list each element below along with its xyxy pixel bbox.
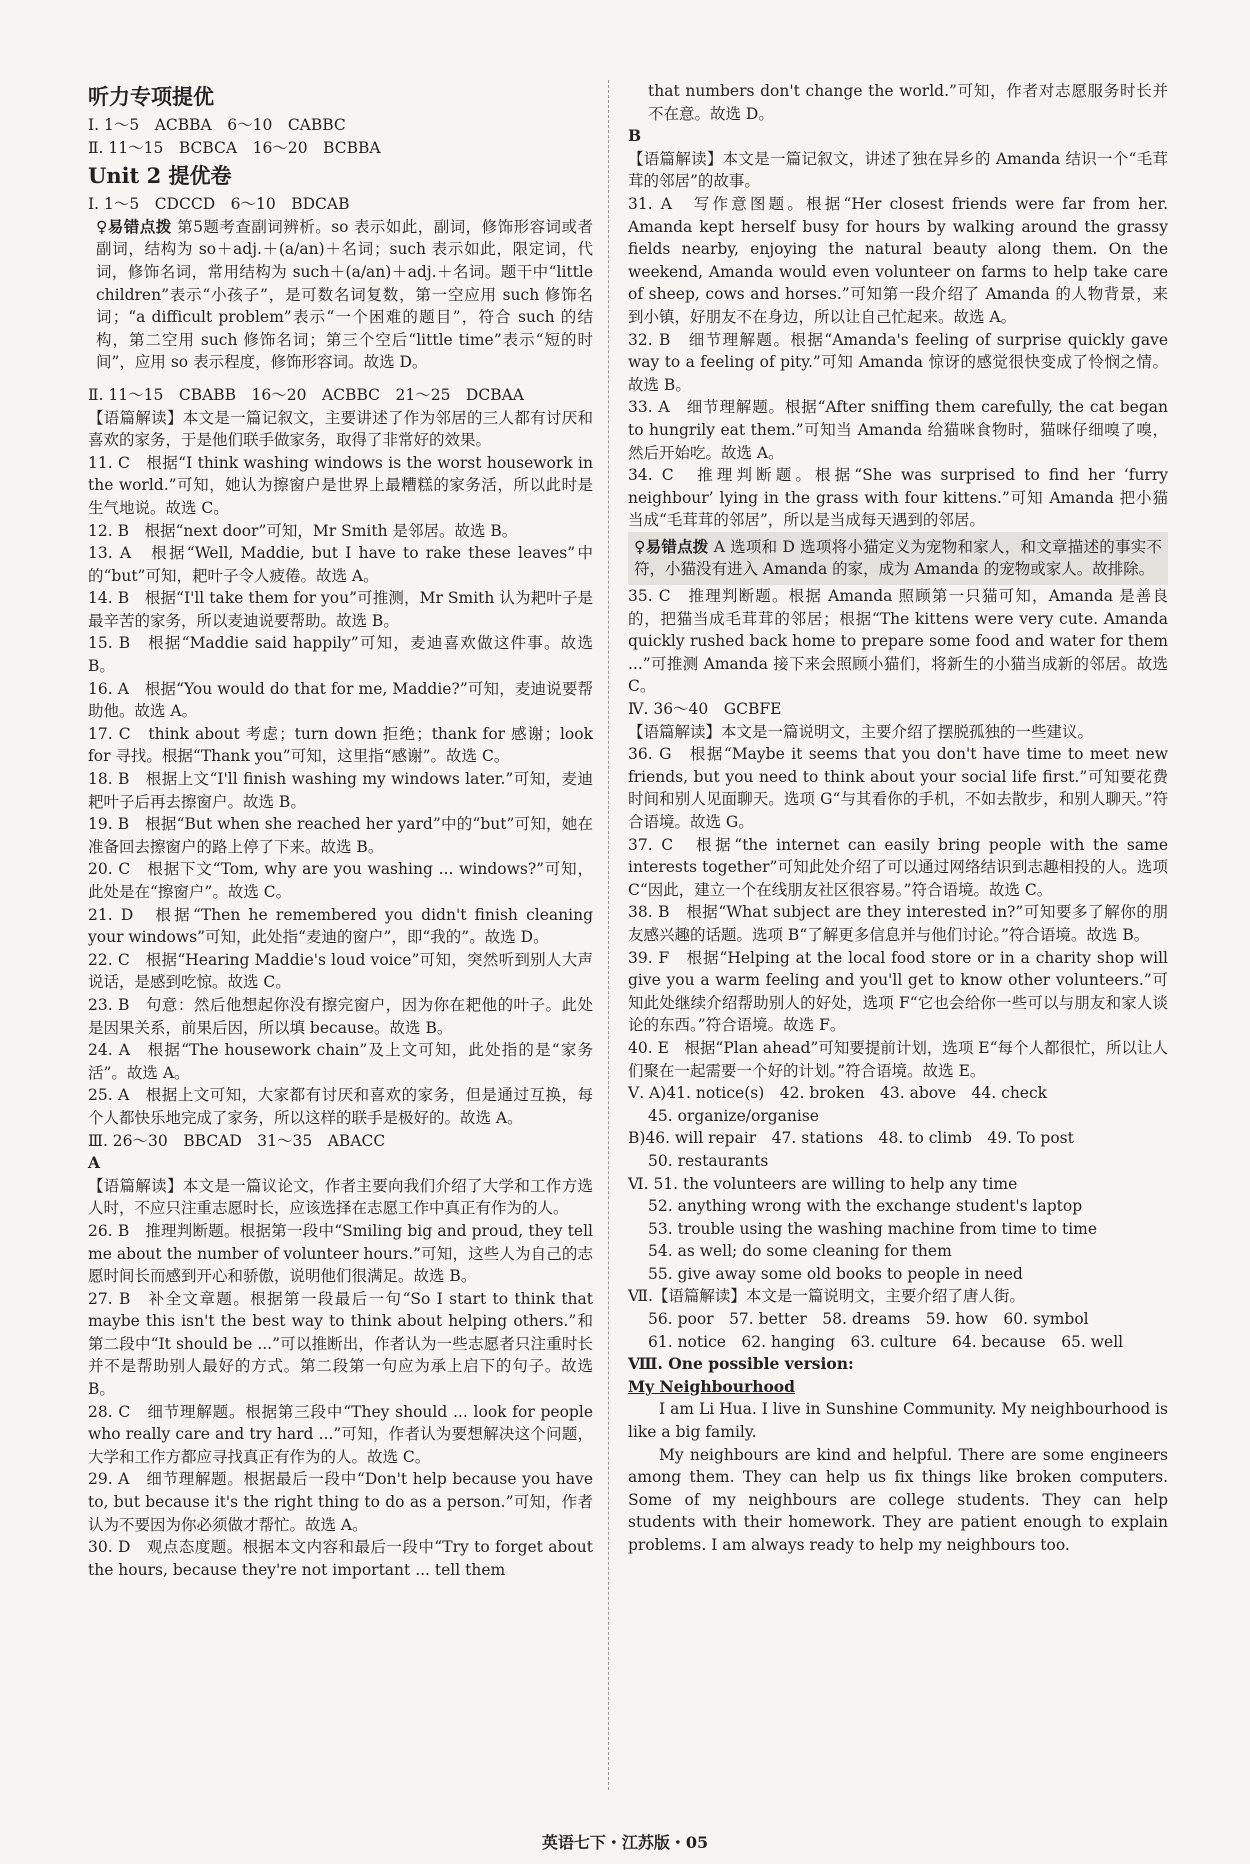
left-column (88, 80, 593, 1581)
explanation-item: 18. B 根据上文“I'll finish washing my windows later.”可知，麦迪耙叶子后再去擦窗户。故选 B。 (88, 770, 593, 811)
explanation-item: 24. A 根据“The housework chain”及上文可知，此处指的是“家务活”。故选 A。 (88, 1041, 593, 1082)
explanation-item: 40. E 根据“Plan ahead”可知要提前计划，选项 E“每个人都很忙，所以让人们聚在一起需要一个好的计划。”符合语境。故选 E。 (628, 1038, 1169, 1080)
explanation-item: 28. C 细节理解题。根据第三段中“They should ... look for people who really care and try hard ...”可知，作者认为要想解决这个问题，大学和工作方都应寻找真正有作为的人。故选 C。 (88, 1402, 593, 1466)
answer-line: Ⅳ. 36～40 GCBFE (628, 700, 782, 719)
explanation-item: 26. B 推理判断题。根据第一段中“Smiling big and proud, they tell me about the number of volunteer hours.”可知，这些人为自己的志愿时间长而感到开心和骄傲，说明他们很满足。故选 B。 (88, 1221, 593, 1286)
explanation-item: 12. B 根据“next door”可知，Mr Smith 是邻居。故选 B。 (88, 521, 518, 540)
explanation-item: 52. anything wrong with the exchange student's laptop (648, 1197, 1083, 1216)
explanation-item: 16. A 根据“You would do that for me, Maddie?”可知，麦迪说要帮助他。故选 A。 (88, 679, 593, 721)
answer-line: 50. restaurants (648, 1151, 769, 1170)
sample-essay (628, 1376, 1168, 1557)
answer-line: Ⅱ. 11～15 BCBCA 16～20 BCBBA (88, 138, 381, 157)
explanation-item: 27. B 补全文章题。根据第一段最后一句“So I start to think that maybe this isn't the best way to think about helping others.”和第二段中“It should be ...”可以推断出，作者认为一些志愿者只注重时长并不是帮助别人最好的方式。第二段第一句应为承上启下的句子。故选 B。 (88, 1289, 593, 1399)
answer-line: 56. poor 57. better 58. dreams 59. how 60. symbol (648, 1310, 1089, 1329)
explanation-item: 35. C 推理判断题。根据 Amanda 照顾第一只猫可知，Amanda 是善良的，把猫当成毛茸茸的邻居；根据“The kittens were very cute. Amanda quickly rushed back home to prepare some food and water for them ...”可推测 Amanda 接下来会照顾小猫们，将新生的小猫当成新的邻居。故选 C。 (628, 587, 1168, 696)
error-tip (628, 532, 1168, 585)
explanation-item: 37. C 根据“the internet can easily bring people with the same interests together”可知此处介绍了可以通过网络结识到志趣相投的人。选项 C“因此，建立一个在线朋友社区很容易。”符合语境。故选 C。 (628, 835, 1168, 899)
answer-line: B)46. will repair 47. stations 48. to climb 49. To post (628, 1129, 1074, 1148)
tip-body: A 选项和 D 选项将小猫定义为宠物和家人，和文章描述的事实不符，小猫没有进入 Amanda 的家，成为 Amanda 的宠物或家人。故排除。 (634, 537, 1162, 579)
explanation-list-2 (88, 1220, 593, 1582)
explanation-item: 33. A 细节理解题。根据“After sniffing them carefully, the cat began to hungrily eat them.”可知当 Amanda 给猫咪食物时，猫咪仔细嗅了嗅，然后开始吃。故选 A。 (628, 398, 1168, 462)
explanation-item: 55. give away some old books to people in need (648, 1264, 1023, 1283)
explanation-item: 29. A 细节理解题。根据最后一段中“Don't help because you have to, but because it's the right thing to do as a person.”可知，作者认为不要因为你必须做才帮忙。故选 A。 (88, 1470, 593, 1534)
explanation-list-3 (628, 193, 1168, 532)
explanation-list-1 (88, 452, 593, 1130)
explanation-item: 25. A 根据上文可知，大家都有讨厌和喜欢的家务，但是通过互换，每个人都快乐地完成了家务，所以这样的联手是极好的。故选 A。 (88, 1086, 593, 1127)
explanation-item: 32. B 细节理解题。根据“Amanda's feeling of surprise quickly gave way to a feeling of pity.”可知 Amanda 惊讶的感觉很快变成了怜悯之情。故选 B。 (628, 330, 1168, 394)
passage-reading: 【语篇解读】本文是一篇记叙文，主要讲述了作为邻居的三人都有讨厌和喜欢的家务，于是他们联手做家务，取得了非常好的效果。 (88, 408, 593, 450)
section-title-listening: 听力专项提优 (88, 84, 214, 109)
subsection-a: A (88, 1153, 101, 1173)
answer-line: Ⅰ. 1～5 CDCCD 6～10 BDCAB (88, 195, 350, 214)
explanation-item: 38. B 根据“What subject are they interested in?”可知要多了解你的朋友感兴趣的话题。选项 B“了解更多信息并与他们讨论。”符合语境。故选 B。 (628, 903, 1168, 944)
passage-reading: 【语篇解读】本文是一篇议论文，作者主要向我们介绍了大学和工作方选人时，不应只注重志愿时长，应该选择在志愿工作中真正有作为的人。 (88, 1176, 593, 1218)
tip-heading: ♀易错点拨 (634, 536, 709, 556)
page-footer: 英语七下・江苏版・05 (541, 1833, 709, 1852)
explanation-item: 39. F 根据“Helping at the local food store or in a charity shop will give you a warm feeling and you'll get to know other volunteers.”可知此处继续介绍帮助别人的好处，选项 F“它也会给你一些可以与朋友和家人谈论的东西。”符合语境。故选 F。 (628, 948, 1168, 1035)
explanation-item: 21. D 根据“Then he remembered you didn't finish cleaning your windows”可知，此处指“麦迪的窗户”，即“我的”。故选 D。 (88, 905, 593, 947)
explanation-list-4 (628, 743, 1168, 1082)
essay-paragraph: My neighbours are kind and helpful. There are some engineers among them. They can help us fix things like broken computers. Some of my neighbours are college students. They can help students with their homework. They are patient enough to explain problems. I am always ready to help my neighbours too. (628, 1445, 1168, 1554)
explanation-item: 30. D 观点态度题。根据本文内容和最后一段中“Try to forget about the hours, because they're not important ... tell them (88, 1538, 593, 1579)
answer-line: Ⅲ. 26～30 BBCAD 31～35 ABACC (88, 1131, 386, 1150)
answer-line: Ⅴ. A)41. notice(s) 42. broken 43. above 44. check (628, 1084, 1048, 1103)
continued-text: that numbers don't change the world.”可知，作者对志愿服务时长并不在意。故选 D。 (648, 82, 1168, 123)
explanation-item: 17. C think about 考虑；turn down 拒绝；thank for 感谢；look for 寻找。根据“Thank you”可知，这里指“感谢”。故选 C。 (88, 724, 593, 766)
explanation-item: 22. C 根据“Hearing Maddie's loud voice”可知，突然听到别人大声说话，是感到吃惊。故选 C。 (88, 950, 593, 992)
writing-label: Ⅷ. One possible version: (628, 1354, 854, 1374)
answer-line: 45. organize/organise (648, 1106, 819, 1125)
sentence-answers (628, 1173, 1168, 1286)
explanation-item: 19. B 根据“But when she reached her yard”中的“but”可知，她在准备回去擦窗户的路上停了下来。故选 B。 (88, 815, 593, 856)
answer-line: Ⅰ. 1～5 ACBBA 6～10 CABBC (88, 116, 346, 134)
explanation-item: 34. C 推理判断题。根据“She was surprised to find her ‘furry neighbour’ lying in the grass with four kittens.”可知 Amanda 把小猫当成“毛茸茸的邻居”，所以是当成每天遇到的邻居。 (628, 466, 1168, 530)
explanation-item: 11. C 根据“I think washing windows is the worst housework in the world.”可知，她认为擦窗户是世界上最糟糕的家务活，所以此时是生气地说。故选 C。 (88, 453, 593, 517)
passage-reading: 【语篇解读】本文是一篇说明文，主要介绍了摆脱孤独的一些建议。 (628, 722, 1094, 741)
explanation-item: 14. B 根据“I'll take them for you”可推测，Mr Smith 认为耙叶子是最辛苦的家务，所以麦迪说要帮助。故选 B。 (88, 589, 593, 630)
passage-reading: Ⅶ.【语篇解读】本文是一篇说明文，主要介绍了唐人街。 (628, 1287, 1025, 1306)
explanation-item: 53. trouble using the washing machine from time to time (648, 1219, 1098, 1238)
explanation-item: 20. C 根据下文“Tom, why are you washing ... windows?”可知，此处是在“擦窗户”。故选 C。 (88, 860, 593, 901)
column-divider (608, 80, 609, 1790)
explanation-item: 23. B 句意：然后他想起你没有擦完窗户，因为你在耙他的叶子。此处是因果关系，前果后因，所以填 because。故选 B。 (88, 995, 593, 1037)
essay-paragraph: I am Li Hua. I live in Sunshine Community. My neighbourhood is like a big family. (628, 1400, 1168, 1442)
explanation-item: 15. B 根据“Maddie said happily”可知，麦迪喜欢做这件事。故选 B。 (88, 634, 593, 676)
tip-heading: ♀易错点拨 (96, 216, 172, 236)
tip-body: 第5题考查副词辨析。so 表示如此，副词，修饰形容词或者副词，结构为 so＋adj.＋(a/an)＋名词；such 表示如此，限定词，代词，修饰名词，常用结构为 such＋(a/an)＋adj.＋名词。题干中“little children”表示“小孩子”，是可数名词复数，第一空应用 such 修饰名词；“a difficult problem”表示“一个困难的题目”，符合 such 的结构，第二空用 such 修饰名词；第三个空后“little time”表示“短的时间”，应用 so 表示程度，修饰形容词。故选 D。 (96, 217, 593, 372)
error-tip (88, 216, 593, 374)
answer-line: Ⅱ. 11～15 CBABB 16～20 ACBBC 21～25 DCBAA (88, 385, 524, 404)
answer-line: 61. notice 62. hanging 63. culture 64. because 65. well (648, 1332, 1124, 1351)
explanation-item: 54. as well; do some cleaning for them (648, 1242, 952, 1261)
section-title-unit2: Unit 2 提优卷 (88, 163, 232, 189)
passage-reading: 【语篇解读】本文是一篇记叙文，讲述了独在异乡的 Amanda 结识一个“毛茸茸的邻居”的故事。 (628, 149, 1168, 191)
right-column (628, 80, 1168, 1557)
explanation-item: 13. A 根据“Well, Maddie, but I have to rake these leaves”中的“but”可知，耙叶子令人疲倦。故选 A。 (88, 544, 593, 585)
explanation-item: Ⅵ. 51. the volunteers are willing to help any time (628, 1174, 1018, 1193)
explanation-item: 31. A 写作意图题。根据“Her closest friends were far from her. Amanda kept herself busy for hours by walking around the grassy fields nearby, enjoying the natural beauty along them. On the weekend, Amanda would even volunteer on farms to help take care of sheep, cows and horses.”可知第一段介绍了 Amanda 的人物背景，来到小镇，好朋友不在身边，所以让自己忙起来。故选 A。 (628, 194, 1168, 326)
explanation-item: 36. G 根据“Maybe it seems that you don't have time to meet new friends, but you need to think about your social life first.”可知要花费时间和别人见面聊天。选项 G“与其看你的手机，不如去散步，和别人聊天。”符合语境。故选 G。 (628, 745, 1168, 831)
subsection-b: B (628, 126, 642, 146)
essay-title: My Neighbourhood (628, 1376, 795, 1396)
